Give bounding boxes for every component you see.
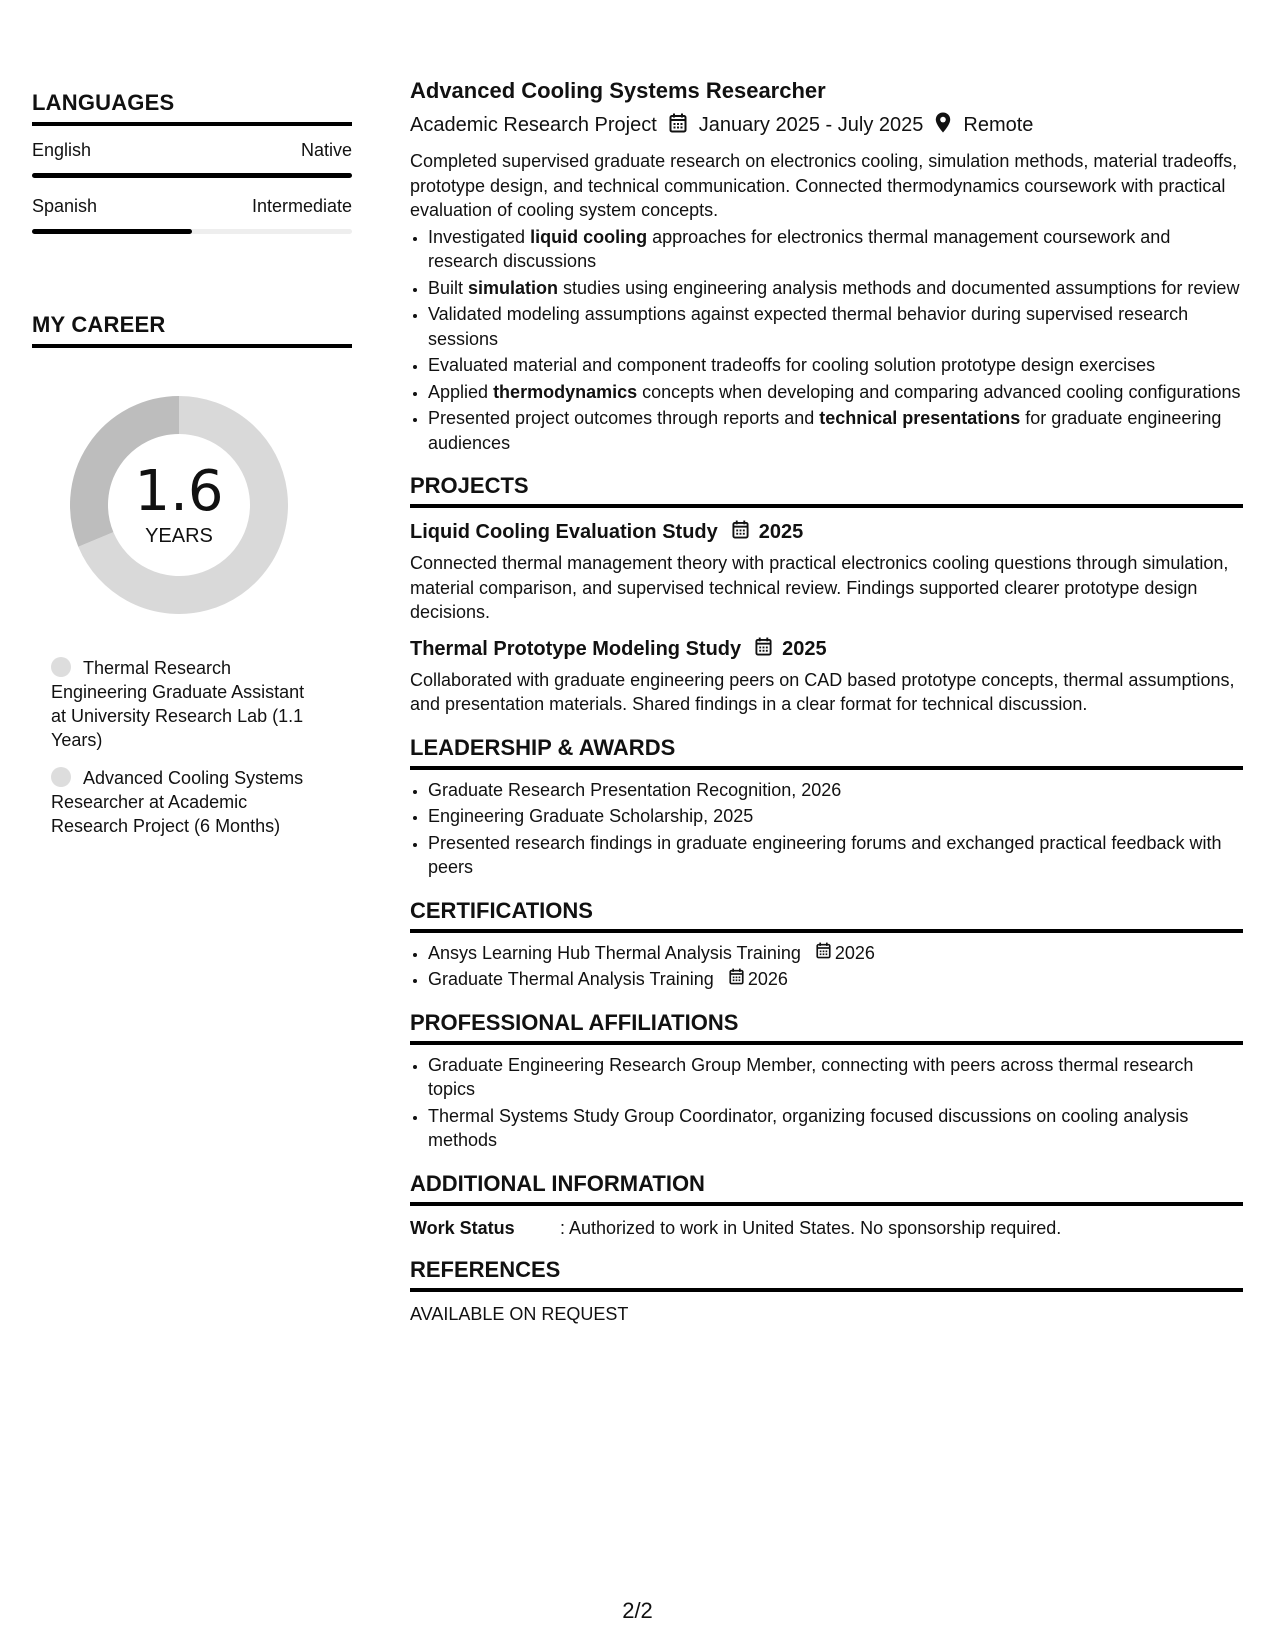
certifications-heading: CERTIFICATIONS xyxy=(410,898,1243,933)
right-column xyxy=(410,78,1243,1325)
certification-year: 2026 xyxy=(834,942,875,963)
language-item xyxy=(32,140,352,178)
list-item: • Evaluated material and component tradeoffs for cooling solution prototype design exercises xyxy=(428,353,1243,378)
legend-dot-icon xyxy=(51,657,71,677)
language-level: Intermediate xyxy=(251,196,352,216)
work-status-value: : Authorized to work in United States. No sponsorship required. xyxy=(560,1217,1062,1238)
list-item: • Applied thermodynamics concepts when developing and comparing advanced cooling configurations xyxy=(428,380,1243,405)
affiliations-list xyxy=(410,1053,1243,1153)
job-dates: January 2025 - July 2025 xyxy=(698,114,924,136)
calendar-icon xyxy=(732,520,749,545)
career-legend-item xyxy=(51,766,316,838)
list-item: • Thermal Systems Study Group Coordinator, organizing focused discussions on cooling analysis methods xyxy=(428,1104,1243,1153)
calendar-icon xyxy=(729,967,744,992)
project-year: 2025 xyxy=(782,637,827,660)
project-year: 2025 xyxy=(758,521,804,543)
references-text: AVAILABLE ON REQUEST xyxy=(410,1303,629,1324)
list-item: • Validated modeling assumptions against expected thermal behavior during supervised research sessions xyxy=(428,302,1243,351)
legend-dot-icon xyxy=(51,767,71,787)
additional-info-heading: ADDITIONAL INFORMATION xyxy=(410,1171,1243,1206)
list-item xyxy=(428,967,1243,992)
job-location: Remote xyxy=(963,114,1034,136)
leadership-list xyxy=(410,778,1243,880)
career-legend-label: Advanced Cooling Systems Researcher at Academic Research Project (6 Months) xyxy=(51,768,304,836)
affiliations-heading: PROFESSIONAL AFFILIATIONS xyxy=(410,1010,1243,1045)
list-item: • Investigated liquid cooling approaches for electronics thermal management coursework and research discussions xyxy=(428,225,1243,274)
experience-entry xyxy=(410,78,1243,455)
career-section xyxy=(32,312,352,838)
project-item xyxy=(410,520,1243,625)
job-bullets xyxy=(410,225,1243,456)
calendar-icon xyxy=(669,113,687,139)
references-heading: REFERENCES xyxy=(410,1257,1243,1292)
job-organization: Academic Research Project xyxy=(410,114,657,136)
calendar-icon xyxy=(755,637,772,662)
language-level: Native xyxy=(300,140,352,160)
languages-heading: LANGUAGES xyxy=(32,90,352,126)
leadership-heading: LEADERSHIP & AWARDS xyxy=(410,735,1243,770)
certification-year: 2026 xyxy=(747,969,788,989)
language-name: Spanish xyxy=(32,196,98,216)
career-total-years: 1.6 xyxy=(134,458,224,524)
job-summary: Completed supervised graduate research on electronics cooling, simulation methods, material tradeoffs, prototype design, and technical communication. Connected thermodynamics coursework with practical evaluation of cooling system concepts. xyxy=(410,151,1238,220)
language-proficiency-fill xyxy=(32,229,192,234)
career-heading: MY CAREER xyxy=(32,312,352,348)
list-item xyxy=(428,941,1243,966)
job-title: Advanced Cooling Systems Researcher xyxy=(410,78,826,103)
project-description: Collaborated with graduate engineering peers on CAD based prototype concepts, thermal assumptions, and presentation materials. Shared findings in a clear format for technical discussion. xyxy=(410,669,1235,714)
location-pin-icon xyxy=(935,112,951,139)
language-item xyxy=(32,196,352,234)
list-item: • Presented research findings in graduate engineering forums and exchanged practical feedback with peers xyxy=(428,831,1243,880)
language-proficiency-bar xyxy=(32,173,352,178)
list-item: • Presented project outcomes through reports and technical presentations for graduate engineering audiences xyxy=(428,406,1243,455)
work-status-row xyxy=(410,1218,1243,1239)
certification-name: Graduate Thermal Analysis Training xyxy=(428,969,714,989)
list-item: • Graduate Engineering Research Group Member, connecting with peers across thermal research topics xyxy=(428,1053,1243,1102)
calendar-icon xyxy=(816,941,831,966)
project-name: Thermal Prototype Modeling Study xyxy=(410,637,742,660)
career-total-unit: YEARS xyxy=(145,524,213,547)
language-proficiency-bar xyxy=(32,229,352,234)
list-item: • Engineering Graduate Scholarship, 2025 xyxy=(428,804,1243,829)
job-meta xyxy=(410,112,1243,139)
page-number: 2/2 xyxy=(622,1598,653,1623)
projects-heading: PROJECTS xyxy=(410,473,1243,508)
certification-name: Ansys Learning Hub Thermal Analysis Training xyxy=(428,942,801,963)
list-item: • Built simulation studies using engineering analysis methods and documented assumptions for review xyxy=(428,276,1243,301)
project-item xyxy=(410,637,1243,717)
left-column xyxy=(32,90,352,852)
list-item: • Graduate Research Presentation Recognition, 2026 xyxy=(428,778,1243,803)
career-legend-label: Thermal Research Engineering Graduate Assistant at University Research Lab (1.1 Years) xyxy=(51,658,305,750)
career-donut-chart xyxy=(64,390,294,620)
career-legend xyxy=(51,656,316,838)
language-name: English xyxy=(32,140,92,160)
project-name: Liquid Cooling Evaluation Study xyxy=(410,521,718,543)
work-status-label: Work Status xyxy=(410,1217,515,1238)
project-description: Connected thermal management theory with practical electronics cooling questions through simulation, material comparison, and supervised technical review. Findings supported clearer prototype design decisions. xyxy=(410,553,1229,622)
language-proficiency-fill xyxy=(32,173,352,178)
career-legend-item xyxy=(51,656,316,752)
certifications-list xyxy=(410,941,1243,992)
